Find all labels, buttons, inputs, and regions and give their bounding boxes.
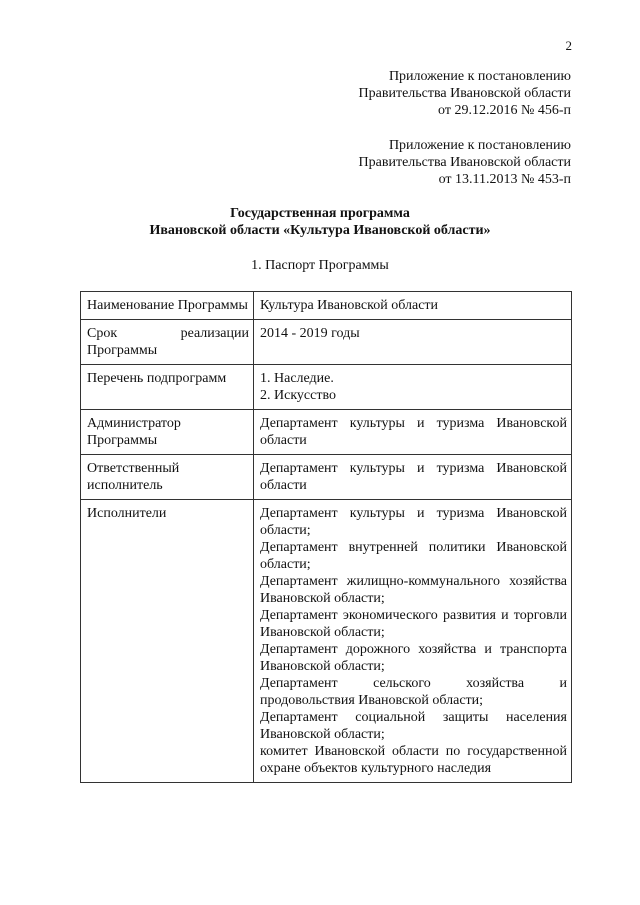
row-value [254,455,572,500]
table-row [81,455,572,500]
section-heading: 1. Паспорт Программы [251,258,389,273]
value-line: комитет Ивановской области по государственной охране объектов культурного наследия [260,744,567,776]
value-line: Департамент внутренней политики Ивановской области; [260,540,567,572]
row-value [254,365,572,410]
row-value [254,320,572,365]
value-line: 1. Наследие. [260,371,334,386]
approval-block-2016 [359,68,571,119]
table-row [81,410,572,455]
approval-line: от 13.11.2013 № 453-п [438,172,571,187]
row-value [254,410,572,455]
table-row [81,320,572,365]
value-line: 2. Искусство [260,388,336,403]
approval-line: Правительства Ивановской области [358,86,571,101]
table-row [81,365,572,410]
value-line: Департамент культуры и туризма Ивановской области [260,461,567,493]
row-label [81,320,254,365]
value-line: Департамент социальной защиты населения Ивановской области; [260,710,567,742]
value-line: Департамент культуры и туризма Ивановской области [260,416,567,448]
value-line: Департамент дорожного хозяйства и транспорта Ивановской области; [260,642,567,674]
value-line: Департамент экономического развития и торговли Ивановской области; [260,608,567,640]
row-label-part: Программы [87,343,158,358]
approval-block-2013 [359,137,571,188]
table-row [81,292,572,320]
row-label: Наименование Программы [81,292,254,320]
page-number: 2 [565,38,572,53]
approval-line: Правительства Ивановской области [358,155,571,170]
program-passport-table [80,291,572,783]
value-line: Департамент жилищно-коммунального хозяйства Ивановской области; [260,574,567,606]
row-value [254,292,572,320]
row-label-part: реализации [180,326,249,341]
value-line: Департамент культуры и туризма Ивановской области; [260,506,567,538]
document-title [0,205,640,239]
approval-line: от 29.12.2016 № 456-п [438,103,571,118]
table-row [81,500,572,783]
row-label-part: Срок [87,326,118,341]
value-line: Культура Ивановской области [260,298,439,313]
value-line: 2014 - 2019 годы [260,326,360,341]
approval-line: Приложение к постановлению [388,138,571,153]
row-label: Перечень подпрограмм [81,365,254,410]
approval-line: Приложение к постановлению [388,69,571,84]
row-label: Ответственный исполнитель [81,455,254,500]
row-value [254,500,572,783]
value-line: Департамент сельского хозяйства и продовольствия Ивановской области; [260,676,567,708]
document-title-line-1: Государственная программа [230,206,410,221]
row-label: Администратор Программы [81,410,254,455]
document-title-line-2: Ивановской области «Культура Ивановской области» [149,223,491,238]
row-label: Исполнители [81,500,254,783]
